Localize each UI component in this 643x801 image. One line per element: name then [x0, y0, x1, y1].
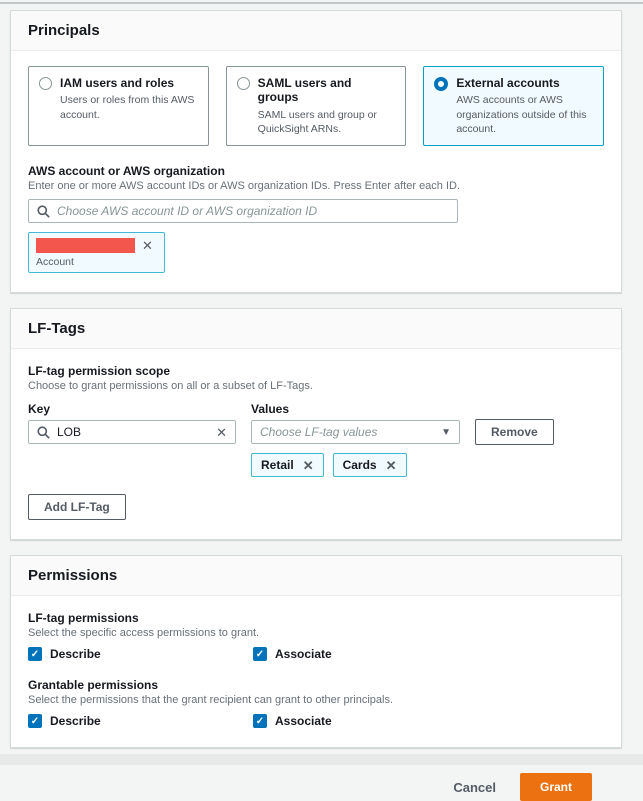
- principals-panel-header: [11, 11, 621, 51]
- principal-type-tiles: [28, 66, 604, 146]
- permissions-panel-header: [11, 556, 621, 596]
- redacted-account-id: [36, 238, 135, 253]
- checked-checkbox-icon[interactable]: ✓: [253, 647, 267, 661]
- checkbox-label: Describe: [50, 647, 101, 662]
- tile-description: Users or roles from this AWS account.: [60, 94, 195, 121]
- checked-checkbox-icon[interactable]: ✓: [28, 714, 42, 728]
- radio-unselected-icon[interactable]: [39, 77, 52, 90]
- lf-tags-panel-title: LF-Tags: [28, 320, 86, 338]
- group-description: Select the permissions that the grant recipient can grant to other principals.: [28, 694, 394, 707]
- tile-iam-users-and-roles[interactable]: [28, 66, 209, 146]
- grantable-permissions-group: [28, 678, 604, 728]
- principals-panel-body: [11, 51, 621, 292]
- grantable-describe-checkbox[interactable]: [28, 714, 253, 728]
- key-column: [28, 402, 236, 477]
- values-column: [251, 402, 460, 477]
- checked-checkbox-icon[interactable]: ✓: [253, 714, 267, 728]
- account-search-input[interactable]: [28, 199, 458, 223]
- cancel-button[interactable]: Cancel: [453, 779, 496, 795]
- tile-text: [258, 76, 396, 136]
- tile-title: External accounts: [456, 76, 560, 90]
- lf-tag-permissions-group: [28, 611, 604, 661]
- checkbox-row: [28, 714, 604, 728]
- values-placeholder: Choose LF-tag values: [260, 425, 378, 440]
- tile-description: SAML users and group or QuickSight ARNs.: [257, 108, 377, 135]
- lf-tags-panel-header: [11, 309, 621, 349]
- key-label: Key: [28, 402, 51, 417]
- tile-description: AWS accounts or AWS organizations outside of this account.: [456, 94, 587, 135]
- clear-key-icon[interactable]: ✕: [216, 424, 227, 440]
- checkbox-label: Describe: [50, 714, 101, 729]
- search-icon: [37, 205, 50, 218]
- remove-column: [475, 402, 554, 477]
- grantable-associate-checkbox[interactable]: [253, 714, 478, 728]
- remove-token-icon[interactable]: ✕: [142, 238, 153, 254]
- checked-checkbox-icon[interactable]: ✓: [28, 647, 42, 661]
- radio-selected-icon[interactable]: [434, 77, 448, 91]
- remove-chip-icon[interactable]: ✕: [302, 457, 314, 473]
- group-label: Grantable permissions: [28, 678, 159, 693]
- permissions-panel-body: [11, 596, 621, 747]
- search-icon: [37, 426, 50, 439]
- key-input[interactable]: [28, 420, 236, 444]
- key-input-value: LOB: [57, 425, 82, 440]
- account-field: [28, 164, 604, 273]
- form-footer: [10, 763, 622, 801]
- chip-retail: [251, 453, 324, 477]
- describe-checkbox[interactable]: [28, 647, 253, 661]
- tile-title: IAM users and roles: [60, 76, 175, 90]
- lf-tag-scope-label: LF-tag permission scope: [28, 364, 171, 379]
- add-lf-tag-button[interactable]: Add LF-Tag: [28, 494, 126, 520]
- principals-panel: [10, 10, 622, 293]
- chip-label: Retail: [261, 458, 294, 473]
- value-chips: [251, 453, 460, 477]
- bottom-strip: [0, 754, 643, 765]
- account-token-row: [36, 238, 157, 253]
- radio-unselected-icon[interactable]: [237, 77, 250, 90]
- chip-cards: [333, 453, 407, 477]
- checkbox-label: Associate: [275, 714, 332, 729]
- tile-title: SAML users and groups: [257, 76, 352, 105]
- principals-panel-title: Principals: [28, 22, 100, 39]
- tile-saml-users-and-groups[interactable]: [226, 66, 407, 146]
- account-field-label: AWS account or AWS organization: [28, 164, 225, 179]
- add-lf-tag-wrap: [28, 494, 604, 520]
- account-field-description: Enter one or more AWS account IDs or AWS organization IDs. Press Enter after each ID.: [28, 180, 461, 193]
- checkbox-label: Associate: [275, 647, 332, 662]
- grant-button[interactable]: Grant: [520, 773, 592, 801]
- account-input-placeholder: Choose AWS account ID or AWS organization ID: [57, 204, 318, 219]
- chevron-down-icon[interactable]: ▼: [441, 426, 451, 438]
- group-label: LF-tag permissions: [28, 611, 139, 626]
- permissions-panel: [10, 555, 622, 748]
- lf-tag-scope-description: Choose to grant permissions on all or a subset of LF-Tags.: [28, 380, 313, 393]
- tile-text: [60, 76, 198, 136]
- lf-tags-panel-body: [11, 349, 621, 539]
- checkbox-row: [28, 647, 604, 661]
- values-dropdown[interactable]: [251, 420, 460, 444]
- chip-label: Cards: [342, 458, 377, 473]
- remove-button[interactable]: Remove: [475, 419, 554, 445]
- account-token-label: Account: [36, 256, 74, 269]
- values-label: Values: [251, 402, 290, 417]
- grant-permissions-form: [0, 4, 643, 801]
- group-description: Select the specific access permissions to grant.: [28, 627, 260, 640]
- remove-chip-icon[interactable]: ✕: [385, 457, 397, 473]
- permissions-panel-title: Permissions: [28, 567, 118, 585]
- associate-checkbox[interactable]: [253, 647, 478, 661]
- account-token: [28, 232, 165, 273]
- tile-text: [456, 76, 593, 136]
- tile-external-accounts[interactable]: [423, 66, 604, 146]
- lf-tags-panel: [10, 308, 622, 540]
- lf-tag-row: [28, 402, 604, 477]
